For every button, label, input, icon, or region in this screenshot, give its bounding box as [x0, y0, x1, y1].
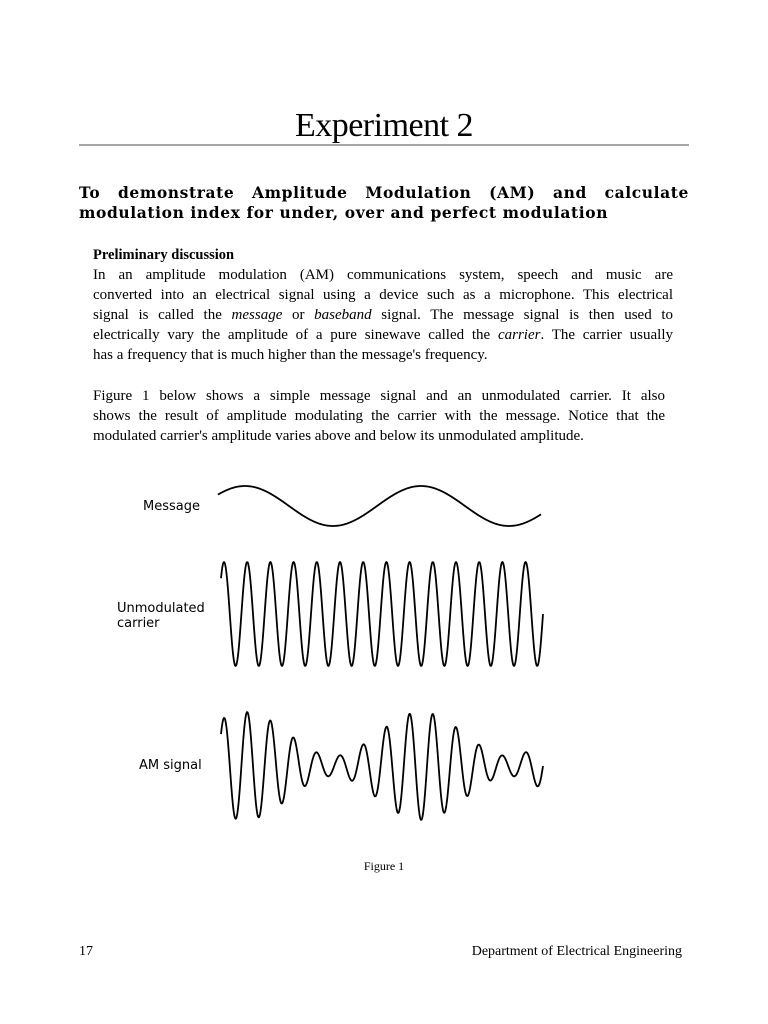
am-signal-label: AM signal — [139, 758, 202, 773]
paragraph-line: shows the result of amplitude modulating the carrier with the message. Notice that the — [93, 408, 665, 424]
message-waveform — [218, 486, 541, 526]
paragraph-line: Figure 1 below shows a simple message signal and an unmodulated carrier. It also — [93, 388, 665, 404]
footer-department: Department of Electrical Engineering — [471, 944, 682, 959]
text-run: signal is called the — [93, 307, 232, 323]
paragraph-line: In an amplitude modulation (AM) communications system, speech and music are — [93, 267, 673, 283]
section-title: Preliminary discussion — [93, 247, 235, 263]
message-label: Message — [143, 499, 200, 514]
emphasis-carrier: carrier — [497, 327, 541, 343]
paragraph-line: has a frequency that is much higher than the message's frequency. — [93, 347, 488, 363]
page-number: 17 — [79, 944, 93, 959]
heading-line-1: To demonstrate Amplitude Modulation (AM) and calculate — [79, 183, 689, 202]
text-run: signal. The message signal is then used to — [371, 307, 674, 323]
text-run: or — [282, 307, 315, 323]
carrier-waveform — [221, 562, 543, 666]
carrier-label-line-2: carrier — [117, 616, 160, 631]
am-waveform — [221, 712, 543, 820]
figure-caption: Figure 1 — [363, 859, 405, 873]
paragraph-line: modulated carrier's amplitude varies above and below its unmodulated amplitude. — [93, 428, 584, 444]
emphasis-message: message — [231, 307, 283, 323]
paragraph-line: converted into an electrical signal using a device such as a microphone. This electrical — [93, 287, 673, 303]
carrier-label-line-1: Unmodulated — [117, 601, 205, 616]
heading-line-2: modulation index for under, over and perfect modulation — [79, 203, 609, 222]
page-title: Experiment 2 — [294, 107, 474, 144]
emphasis-baseband: baseband — [314, 307, 372, 323]
text-run: . The carrier usually — [540, 327, 673, 343]
text-run: electrically vary the amplitude of a pure sinewave called the — [93, 327, 498, 343]
